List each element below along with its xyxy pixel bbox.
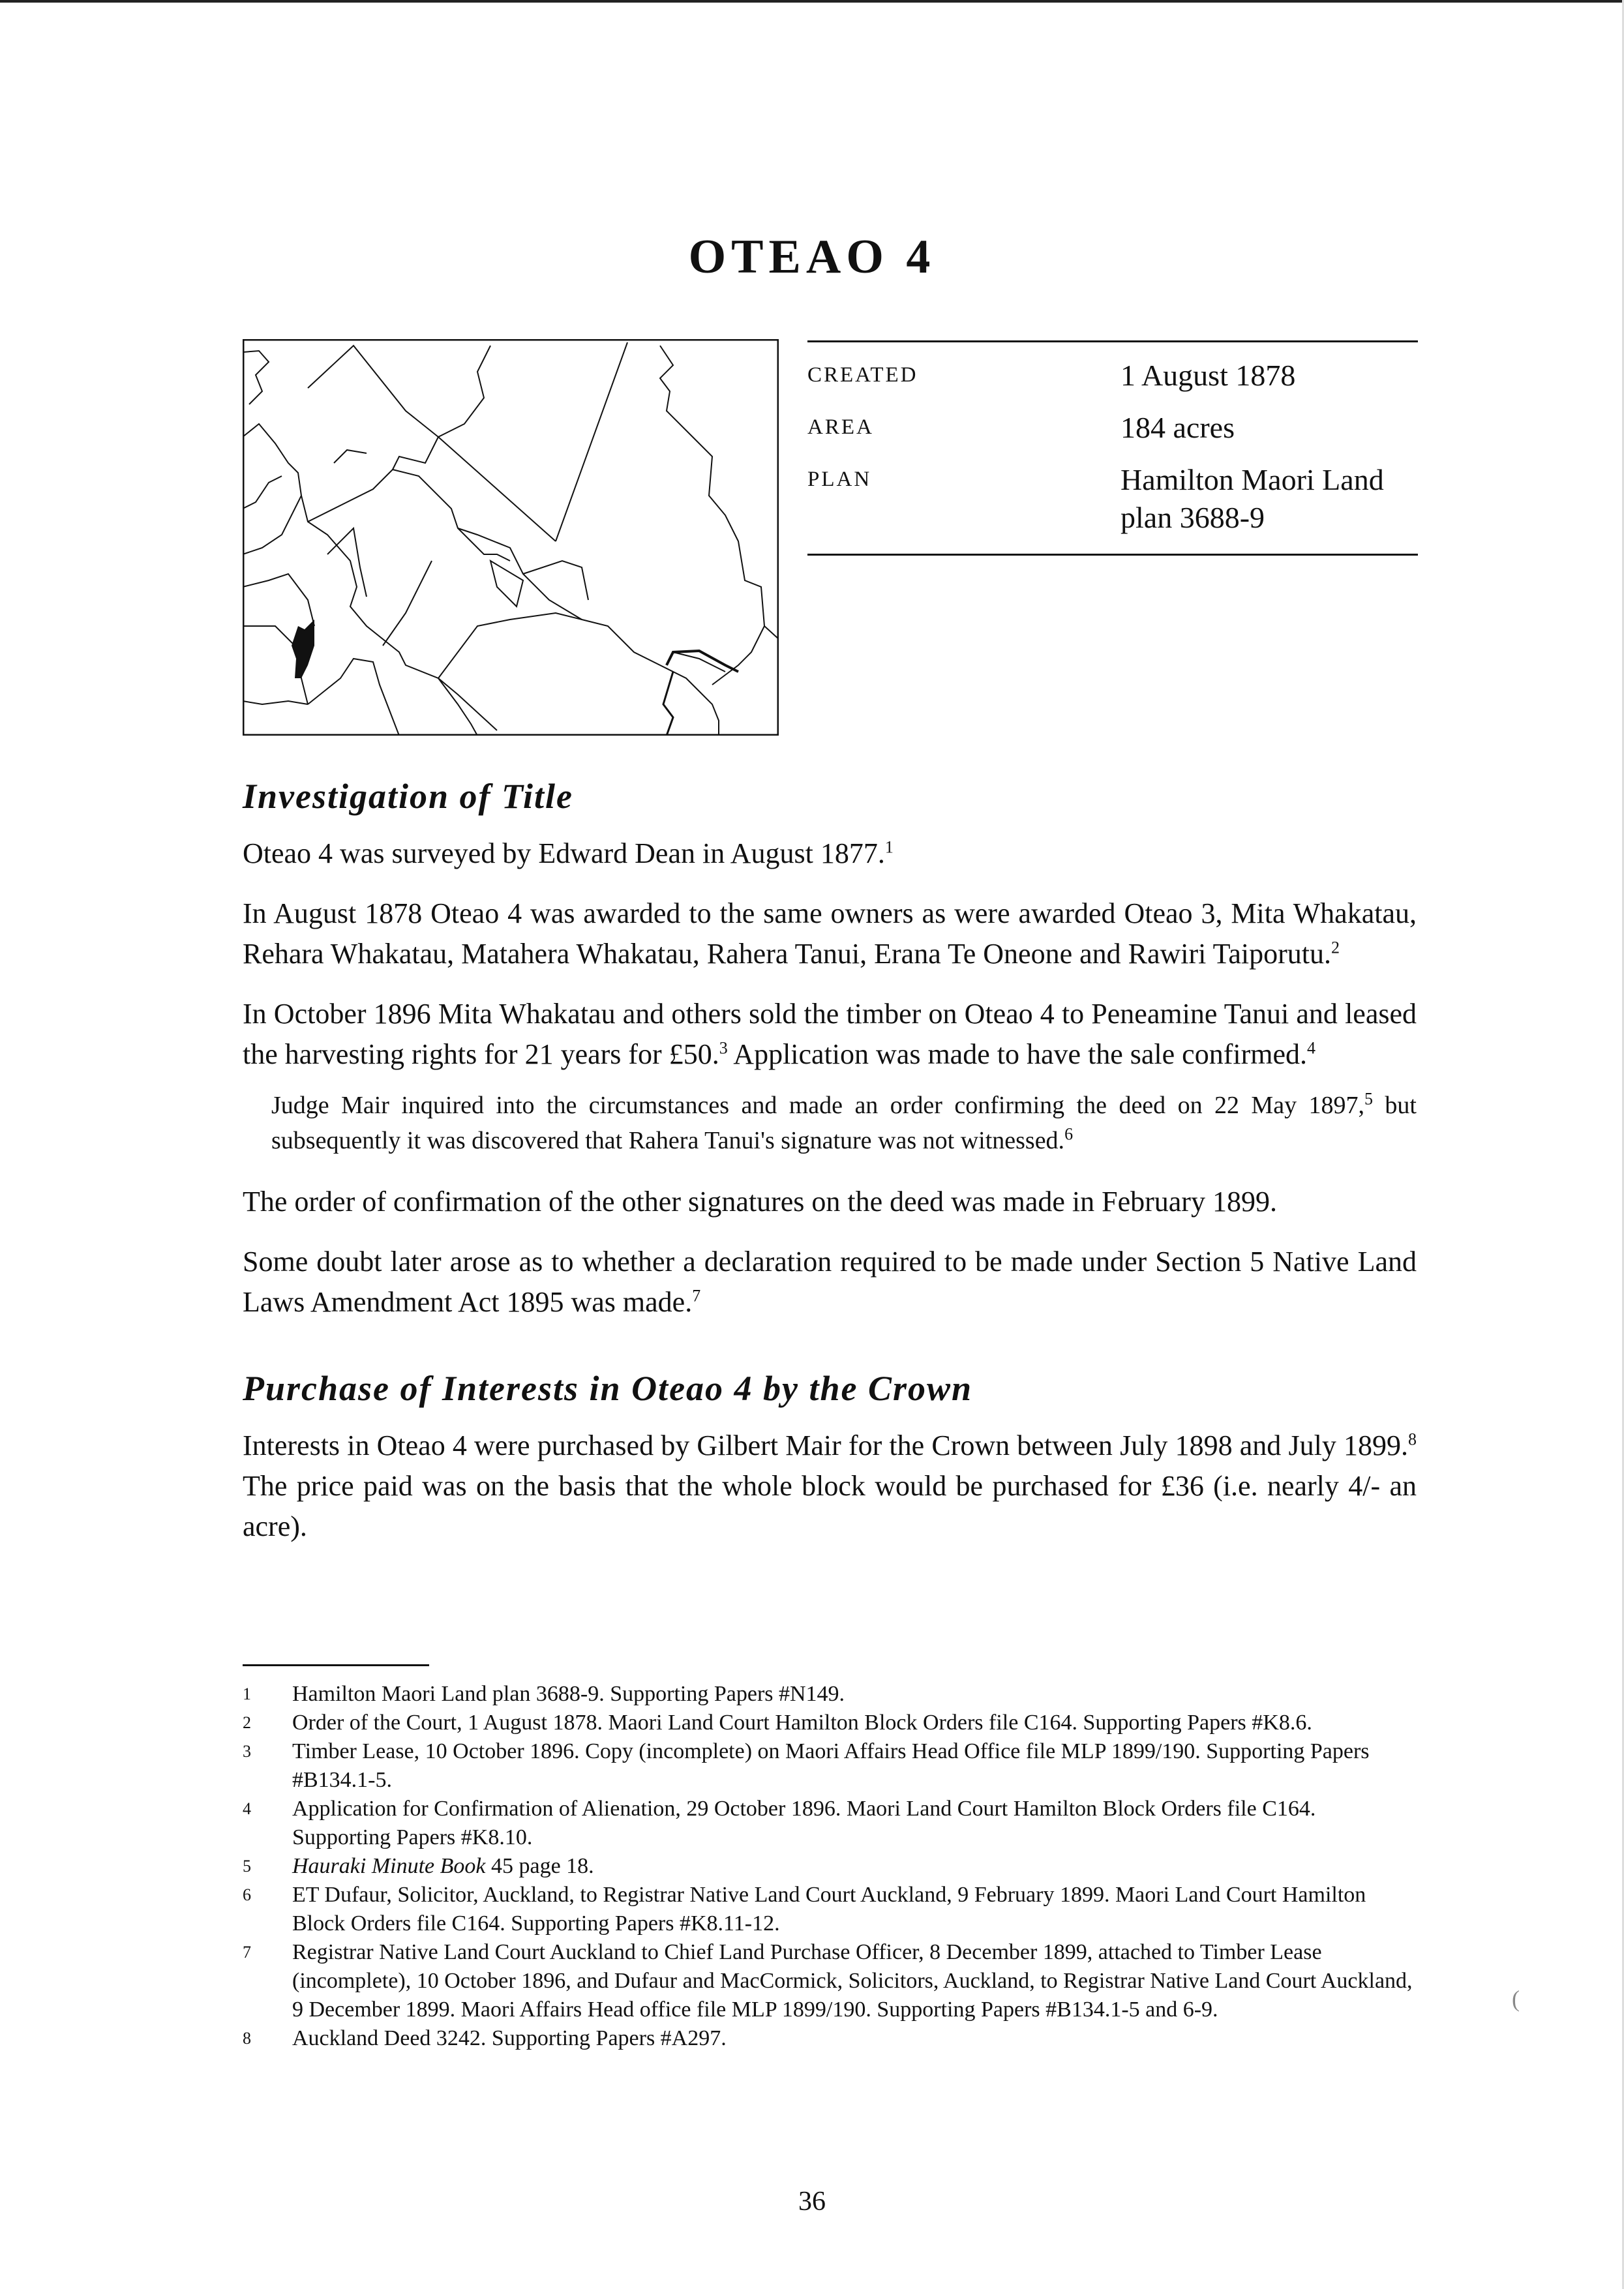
info-label: CREATED [807,363,918,387]
footnote-ref[interactable]: 7 [692,1286,701,1306]
page-title: OTEAO 4 [688,230,936,284]
paragraph: Oteao 4 was surveyed by Edward Dean in August 1877.$^1$ [243,837,894,869]
map-boundary-line [308,346,438,437]
map-river [667,651,738,672]
main-content [243,776,1417,1566]
page-number: 36 [798,2187,826,2217]
footnote: 3 Timber Lease, 10 October 1896. Copy (incomplete) on Maori Affairs Head Office file MLP 1899/190. Supporting Papers #B134.1-5. [243,1739,1370,1792]
map-boundary-line [243,476,282,509]
map-boundary-line [383,561,432,646]
indented-quote: Judge Mair inquired into the circumstances and made an order confirming the deed on 22 May 1897,$^5$ but subsequently it was discovered that Rahera Tanui's signature was not witnessed.$^6$ [271,1089,1417,1154]
info-value: 1 August 1878 [1120,359,1296,392]
map-boundary-line [438,613,719,736]
footnote-ref[interactable]: 6 [1064,1124,1074,1144]
info-value: Hamilton Maori Land plan 3688-9 [1120,463,1384,534]
map-boundary-line [243,701,308,704]
footnote-ref[interactable]: 8 [1408,1429,1417,1449]
map-boundary-line [712,626,764,685]
map-boundary-line [308,659,399,736]
footnote: 2 Order of the Court, 1 August 1878. Maori Land Court Hamilton Block Orders file C164. Supporting Papers #K8.6. [243,1711,1312,1735]
footnotes [243,1680,1417,2053]
info-row-plan [807,461,1418,537]
map-boundary-line [438,346,490,437]
map-boundary-line [243,351,269,404]
footnote-ref[interactable]: 1 [884,837,894,857]
map-boundary-line [523,561,588,600]
footnote-ref[interactable]: 3 [719,1038,728,1058]
footnote: 5 Hauraki Minute Book 45 page 18. [243,1854,594,1878]
info-label: AREA [807,415,874,439]
map-boundary-line [458,528,582,620]
scan-artifact-mark: ( [1512,1986,1520,2012]
map-boundary-line [327,528,367,597]
oteao-4-highlight [292,620,314,678]
map-boundary-line [438,437,556,541]
info-label: PLAN [807,468,872,491]
map-boundary-line [243,574,314,626]
location-map [243,339,779,736]
paragraph: In October 1896 Mita Whakatau and others sold the timber on Oteao 4 to Peneamine Tanui and leased the harvesting rights for 21 years for £50.$^3$ Application was made to have the sale confirmed.$^4$ [243,998,1417,1070]
map-boundary-line [334,450,367,463]
map-river [663,672,673,736]
paragraph: Some doubt later arose as to whether a declaration required to be made under Section 5 Native Land Laws Amendment Act 1895 was made.$^7$ [243,1246,1417,1318]
paragraph: Interests in Oteao 4 were purchased by Gilbert Mair for the Crown between July 1898 and July 1899.$^8$ The price paid was on the basis that the whole block would be purchased for £36 (i.e. nearly 4/- an acre). [243,1429,1417,1542]
scan-top-edge [0,0,1624,3]
footnote: 4 Application for Confirmation of Alienation, 29 October 1896. Maori Land Court Hamilton Block Orders file C164. Supporting Papers #K8.10. [243,1797,1316,1849]
section-heading-investigation: Investigation of Title [243,777,573,816]
footnote: 7 Registrar Native Land Court Auckland to Chief Land Purchase Officer, 8 December 1899, attached to Timber Lease (incomplete), 10 October 1896, and Dufaur and MacCormick, Solicitors, Auckland, to Registrar Native Land Court Auckland, 9 December 1899. Maori Affairs Head office file MLP 1899/190. Supporting Papers #B134.1-5 and 6-9. [243,1940,1413,2022]
footnote-ref[interactable]: 5 [1364,1089,1374,1109]
info-row-created [807,357,1418,395]
block-info-table [807,340,1418,556]
info-value: 184 acres [1120,411,1235,444]
footnote: 8 Auckland Deed 3242. Supporting Papers #A297. [243,2026,727,2050]
map-boundary-line [490,561,523,606]
footnote-ref[interactable]: 2 [1331,938,1340,957]
map-boundary-line [243,424,497,730]
map-boundary-line [556,342,627,541]
footnote: 6 ET Dufaur, Solicitor, Auckland, to Registrar Native Land Court Auckland, 9 February 1899. Maori Land Court Hamilton Block Orders file C164. Supporting Papers #K8.11-12. [243,1883,1366,1936]
paragraph: In August 1878 Oteao 4 was awarded to the same owners as were awarded Oteao 3, Mita Whakatau, Rehara Whakatau, Matahera Whakatau, Rahera Tanui, Erana Te Oneone and Rawiri Taiporutu.$^2$ [243,897,1417,970]
paragraph: The order of confirmation of the other signatures on the deed was made in February 1899. [243,1186,1277,1218]
footnote-rule [243,1664,429,1666]
map-boundary-line [660,346,779,639]
section-heading-purchase: Purchase of Interests in Oteao 4 by the Crown [243,1369,973,1408]
info-row-area [807,409,1418,447]
footnote: 1 Hamilton Maori Land plan 3688-9. Supporting Papers #N149. [243,1682,845,1706]
map-boundary-line [393,437,438,470]
footnote-ref[interactable]: 4 [1307,1038,1316,1058]
